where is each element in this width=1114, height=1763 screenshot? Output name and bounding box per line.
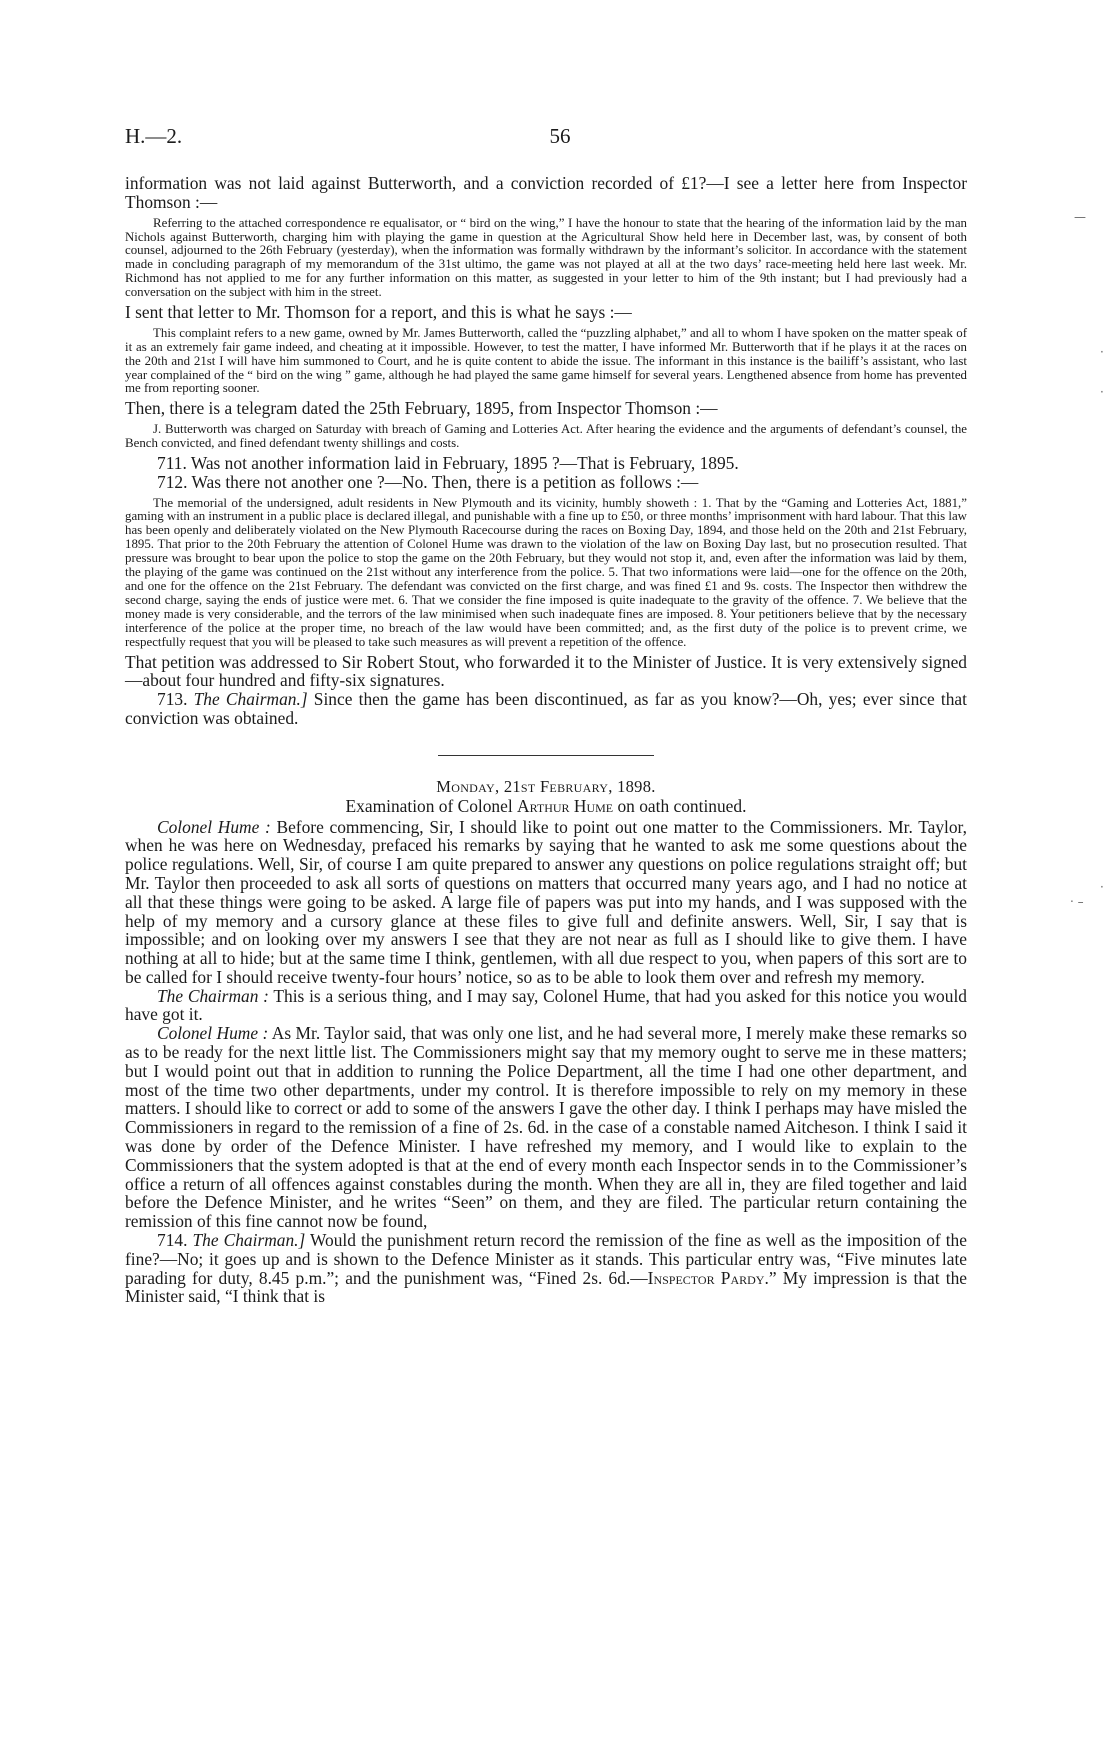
statement-text: As Mr. Taylor said, that was only one list, and he had several more, I merely make these remarks so as to be ready for the next little list. The Commissioners might say that my memory ought to serve me in these matters; but I would point out that in addition to running the Police Department, all the time I had one other department, and most of the time two other departments, under my control. It is therefore impossible to rely on my memory in these matters. I should like to correct or add to some of the answers I gave the other day. I think I perhaps may have misled the Commissioners in regard to the remission of a fine of 2s. 6d. in the case of a constable named Aitcheson. I think I said it was done by order of the Defence Minister. I have refreshed my memory, and I would like to explain to the Commissioners that the system adopted is that at the end of every month each Inspector sends in to the Commissioner’s office a return of all offences against constables during the month. When they are all in, they are filed together and laid before the Defence Minister, and he writes “Seen” on them, and they are filed. The particular return containing the remission of this fine cannot now be found, [125, 1023, 967, 1232]
speaker-label: The Chairman.] [193, 689, 308, 710]
exam-post: on oath continued. [617, 795, 747, 816]
evidence-paragraph: I sent that letter to Mr. Thomson for a report, and this is what he says :— [125, 302, 632, 323]
exam-pre: Examination of Colonel [345, 795, 513, 816]
speaker-label: Colonel Hume : [157, 816, 271, 837]
margin-mark: ‧ – [1070, 895, 1084, 909]
speaker-label: The Chairman.] [192, 1230, 306, 1251]
evidence-paragraph: Then, there is a telegram dated the 25th February, 1895, from Inspector Thomson :— [125, 398, 718, 419]
quoted-letter: Referring to the attached correspondence re equalisator, or “ bird on the wing,” I have the honour to state that the hearing of the information laid by the man Nichols against Butterworth, charging him with playing the game in question at the Agricultural Show held here in December last, was, by consent of both counsel, adjourned to the 26th February (yesterday), when the information was formally withdrawn by the informant’s solicitor. In accordance with the statement made in concluding paragraph of my memorandum of the 31st ultimo, the game was not played at all at the two days’ race-meeting held here last week. Mr. Richmond has not applied to me for any further information on this matter, as suggested in your letter to him of the 9th instant; but I had previously had a conversation on the subject with him in the street. [125, 215, 967, 300]
question-text: Since then the game has been discontinued, as far as you know?—Oh, yes; ever since that conviction was obtained. [125, 689, 967, 728]
evidence-paragraph: information was not laid against Butterworth, and a conviction recorded of £1?—I see a letter here from Inspector Thomson :— [125, 173, 967, 212]
page-body [125, 174, 967, 1306]
signature-name: Inspector Pardy. [647, 1267, 769, 1288]
speaker-label: The Chairman : [157, 985, 269, 1006]
statement-text: Before commencing, Sir, I should like to point out one matter to the Commissioners. Mr. Taylor, when he was here on Wednesday, prefaced his remarks by saying that he wanted to ask me some questions about the police regulations. Well, Sir, of course I am quite prepared to answer any questions on police regulations straight off; but Mr. Taylor then proceeded to ask all sorts of questions on matters that occurred many years ago, and I had no notice at all that these things were going to be asked. A large file of papers was put into my hands, and I was supposed with the help of my memory and a cursory glance at these files to give full and definite answers. Well, Sir, I say that is impossible; and on looking over my answers I see that they are not near as full as I should like to give them. I have nothing at all to hide; but at the same time I think, gentlemen, with all due respect to you, when papers of this sort are to be called for I should receive twenty-four hours’ notice, so as to be able to look them over and refresh my memory. [125, 816, 967, 987]
question-713 [125, 690, 967, 728]
statement-text: This is a serious thing, and I may say, Colonel Hume, that had you asked for this notice you would have got it. [125, 985, 967, 1025]
quoted-petition: The memorial of the undersigned, adult residents in New Plymouth and its vicinity, humbly showeth : 1. That by the “Gaming and Lotteries Act, 1881,” gaming with an instrument in a public place is declared illegal, and punishable with a fine up to £50, or three months’ imprisonment with hard labour. That this law has been openly and deliberately violated on the New Plymouth Racecourse during the races on Boxing Day, 1894, and those held on the 20th and 21st February, 1895. That prior to the 20th February the attention of Colonel Hume was drawn to the violation of the law on Boxing Day last, but no prosecution resulted. That pressure was brought to bear upon the police to stop the game on the 20th February, but they would not stop it, and, even after the information was laid by them, the playing of the game was continued on the 21st without any interference from the police. 5. That two informations were laid—one for the offence on the 20th, and one for the offence on the 21st February. The defendant was convicted on the first charge, and was fined £1 and 9s. costs. The Inspector then withdrew the second charge, saying the ends of justice were met. 6. That we consider the fine imposed is quite inadequate to the gravity of the offence. 7. We believe that the money made is very considerable, and the terrors of the law minimised when such inadequate fines are imposed. 8. Your petitioners believe that by the necessary interference of the police at the proper time, no breach of the law would have been committed; and, as the first duty of the police is to prevent crime, we respectfully request that you will be pleased to take such measures as will prevent a repetition of the offence. [125, 495, 967, 649]
examination-heading [125, 797, 967, 816]
question-712: 712. Was there not another one ?—No. Then, there is a petition as follows :— [157, 471, 699, 492]
quoted-report: This complaint refers to a new game, owned by Mr. James Butterworth, called the “puzzling alphabet,” and all to whom I have spoken on the matter speak of it as an extremely fair game indeed, and cheating at it impossible. However, to test the matter, I have informed Mr. Butterworth that if he plays it at the races on the 20th and 21st I will have him summoned to Court, and he is quite content to abide the issue. The informant in this instance is the bailiff’s assistant, who last year complained of the “ bird on the wing ” game, although he had played the same game himself for several years. Lengthened absence from home has prevented me from reporting sooner. [125, 325, 967, 396]
quoted-telegram: J. Butterworth was charged on Saturday with breach of Gaming and Lotteries Act. After hearing the evidence and the arguments of defendant’s counsel, the Bench convicted, and fined defendant twenty shillings and costs. [125, 422, 967, 451]
question-number: 713. [157, 689, 188, 710]
margin-mark: · [1100, 880, 1104, 894]
section-divider [438, 755, 654, 756]
statement-paragraph [125, 1024, 967, 1231]
statement-paragraph [125, 987, 967, 1025]
margin-mark: · [1100, 345, 1104, 359]
question-714 [125, 1231, 967, 1306]
series-label: H.—2. [125, 124, 183, 148]
margin-mark: · [1100, 385, 1104, 399]
evidence-paragraph: That petition was addressed to Sir Robert Stout, who forwarded it to the Minister of Justice. It is very extensively signed—about four hundred and fifty-six signatures. [125, 651, 967, 691]
statement-paragraph [125, 818, 967, 987]
witness-name: Arthur Hume [517, 795, 614, 816]
question-number: 714. [157, 1230, 188, 1251]
question-text: Would the punishment return record the remission of the fine as well as the imposition of the fine?—No; it goes up and is shown to the Defence Minister as it stands. This particular entry was, “Five minutes late parading for duty, 8.45 p.m.”; and the punishment was, “Fined 2s. 6d.— [125, 1230, 967, 1288]
session-date: Monday, 21st February, 1898. [436, 776, 656, 796]
speaker-label: Colonel Hume : [157, 1023, 269, 1044]
question-711: 711. Was not another information laid in February, 1895 ?—That is February, 1895. [157, 452, 739, 473]
margin-mark: — [1074, 210, 1086, 224]
page-number: 56 [549, 124, 571, 148]
page-header [125, 124, 995, 154]
question-tail: ” My impression is that the Minister said, “I think that is [125, 1267, 967, 1307]
